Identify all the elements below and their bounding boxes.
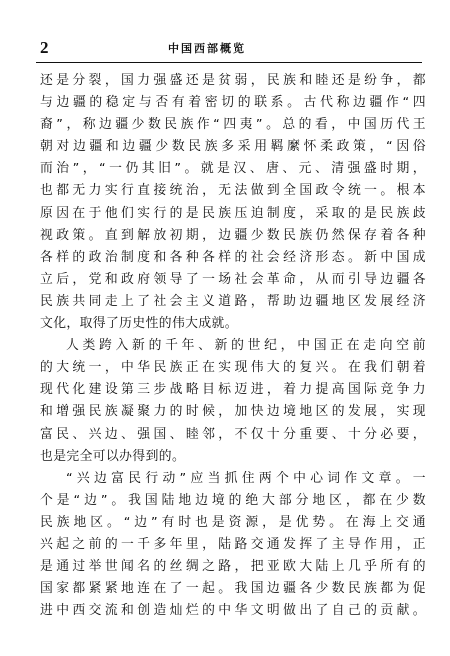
header-rule — [36, 62, 422, 63]
text-line: 视政策。直到解放初期，边疆少数民族仍然保存着各种 — [40, 227, 426, 243]
text-line: “兴边富民行动”应当抓住两个中心词作文章。一 — [66, 470, 426, 486]
text-line: 进中西交流和创造灿烂的中华文明做出了自己的贡献。 — [40, 603, 426, 619]
text-line: 民族共同走上了社会主义道路，帮助边疆地区发展经济 — [40, 293, 426, 309]
text-line: 还是分裂，国力强盛还是贫弱，民族和睦还是纷争，都 — [40, 73, 426, 88]
text-line: 的大统一，中华民族正在实现伟大的复兴。在我们朝着 — [40, 360, 426, 376]
text-line: 也是完全可以办得到的。 — [40, 448, 186, 464]
text-line: 与边疆的稳定与否有着密切的联系。古代称边疆作“四 — [40, 95, 426, 111]
running-title: 中国西部概览 — [168, 42, 246, 55]
page-number: 2 — [40, 38, 49, 57]
text-line: 立后，党和政府领导了一场社会革命，从而引导边疆各 — [40, 271, 426, 287]
text-line: 也都无力实行直接统治，无法做到全国政令统一。根本 — [40, 183, 426, 199]
body-text — [40, 70, 426, 622]
text-line: 是通过举世闻名的丝绸之路，把亚欧大陆上几乎所有的 — [40, 559, 426, 575]
text-line: 裔”，称边疆少数民族作“四夷”。总的看，中国历代王 — [40, 117, 426, 133]
text-line: 民族地区。“边”有时也是资源，是优势。在海上交通 — [40, 514, 426, 530]
text-line: 国家都紧紧地连在了一起。我国边疆各少数民族都为促 — [40, 581, 426, 597]
text-line: 人类跨入新的千年、新的世纪，中国正在走向空前 — [66, 338, 426, 354]
page-header — [36, 38, 424, 60]
text-line: 原因在于他们实行的是民族压迫制度，采取的是民族歧 — [40, 205, 426, 221]
text-line: 现代化建设第三步战略目标迈进，着力提高国际竞争力 — [40, 382, 426, 398]
text-line: 各样的政治制度和各种各样的社会经济形态。新中国成 — [40, 249, 426, 265]
text-line: 和增强民族凝聚力的时候，加快边境地区的发展，实现 — [40, 404, 426, 420]
text-line: 而治”，“一仍其旧”。就是汉、唐、元、清强盛时期， — [40, 161, 426, 177]
text-line: 朝对边疆和边疆少数民族多采用羁縻怀柔政策，“因俗 — [40, 139, 426, 155]
text-line: 兴起之前的一千多年里，陆路交通发挥了主导作用，正 — [40, 536, 426, 552]
text-line: 富民、兴边、强国、睦邻，不仅十分重要、十分必要， — [40, 426, 426, 442]
text-line: 文化，取得了历史性的伟大成就。 — [40, 316, 238, 332]
text-line: 个是“边”。我国陆地边境的绝大部分地区，都在少数 — [40, 492, 426, 508]
